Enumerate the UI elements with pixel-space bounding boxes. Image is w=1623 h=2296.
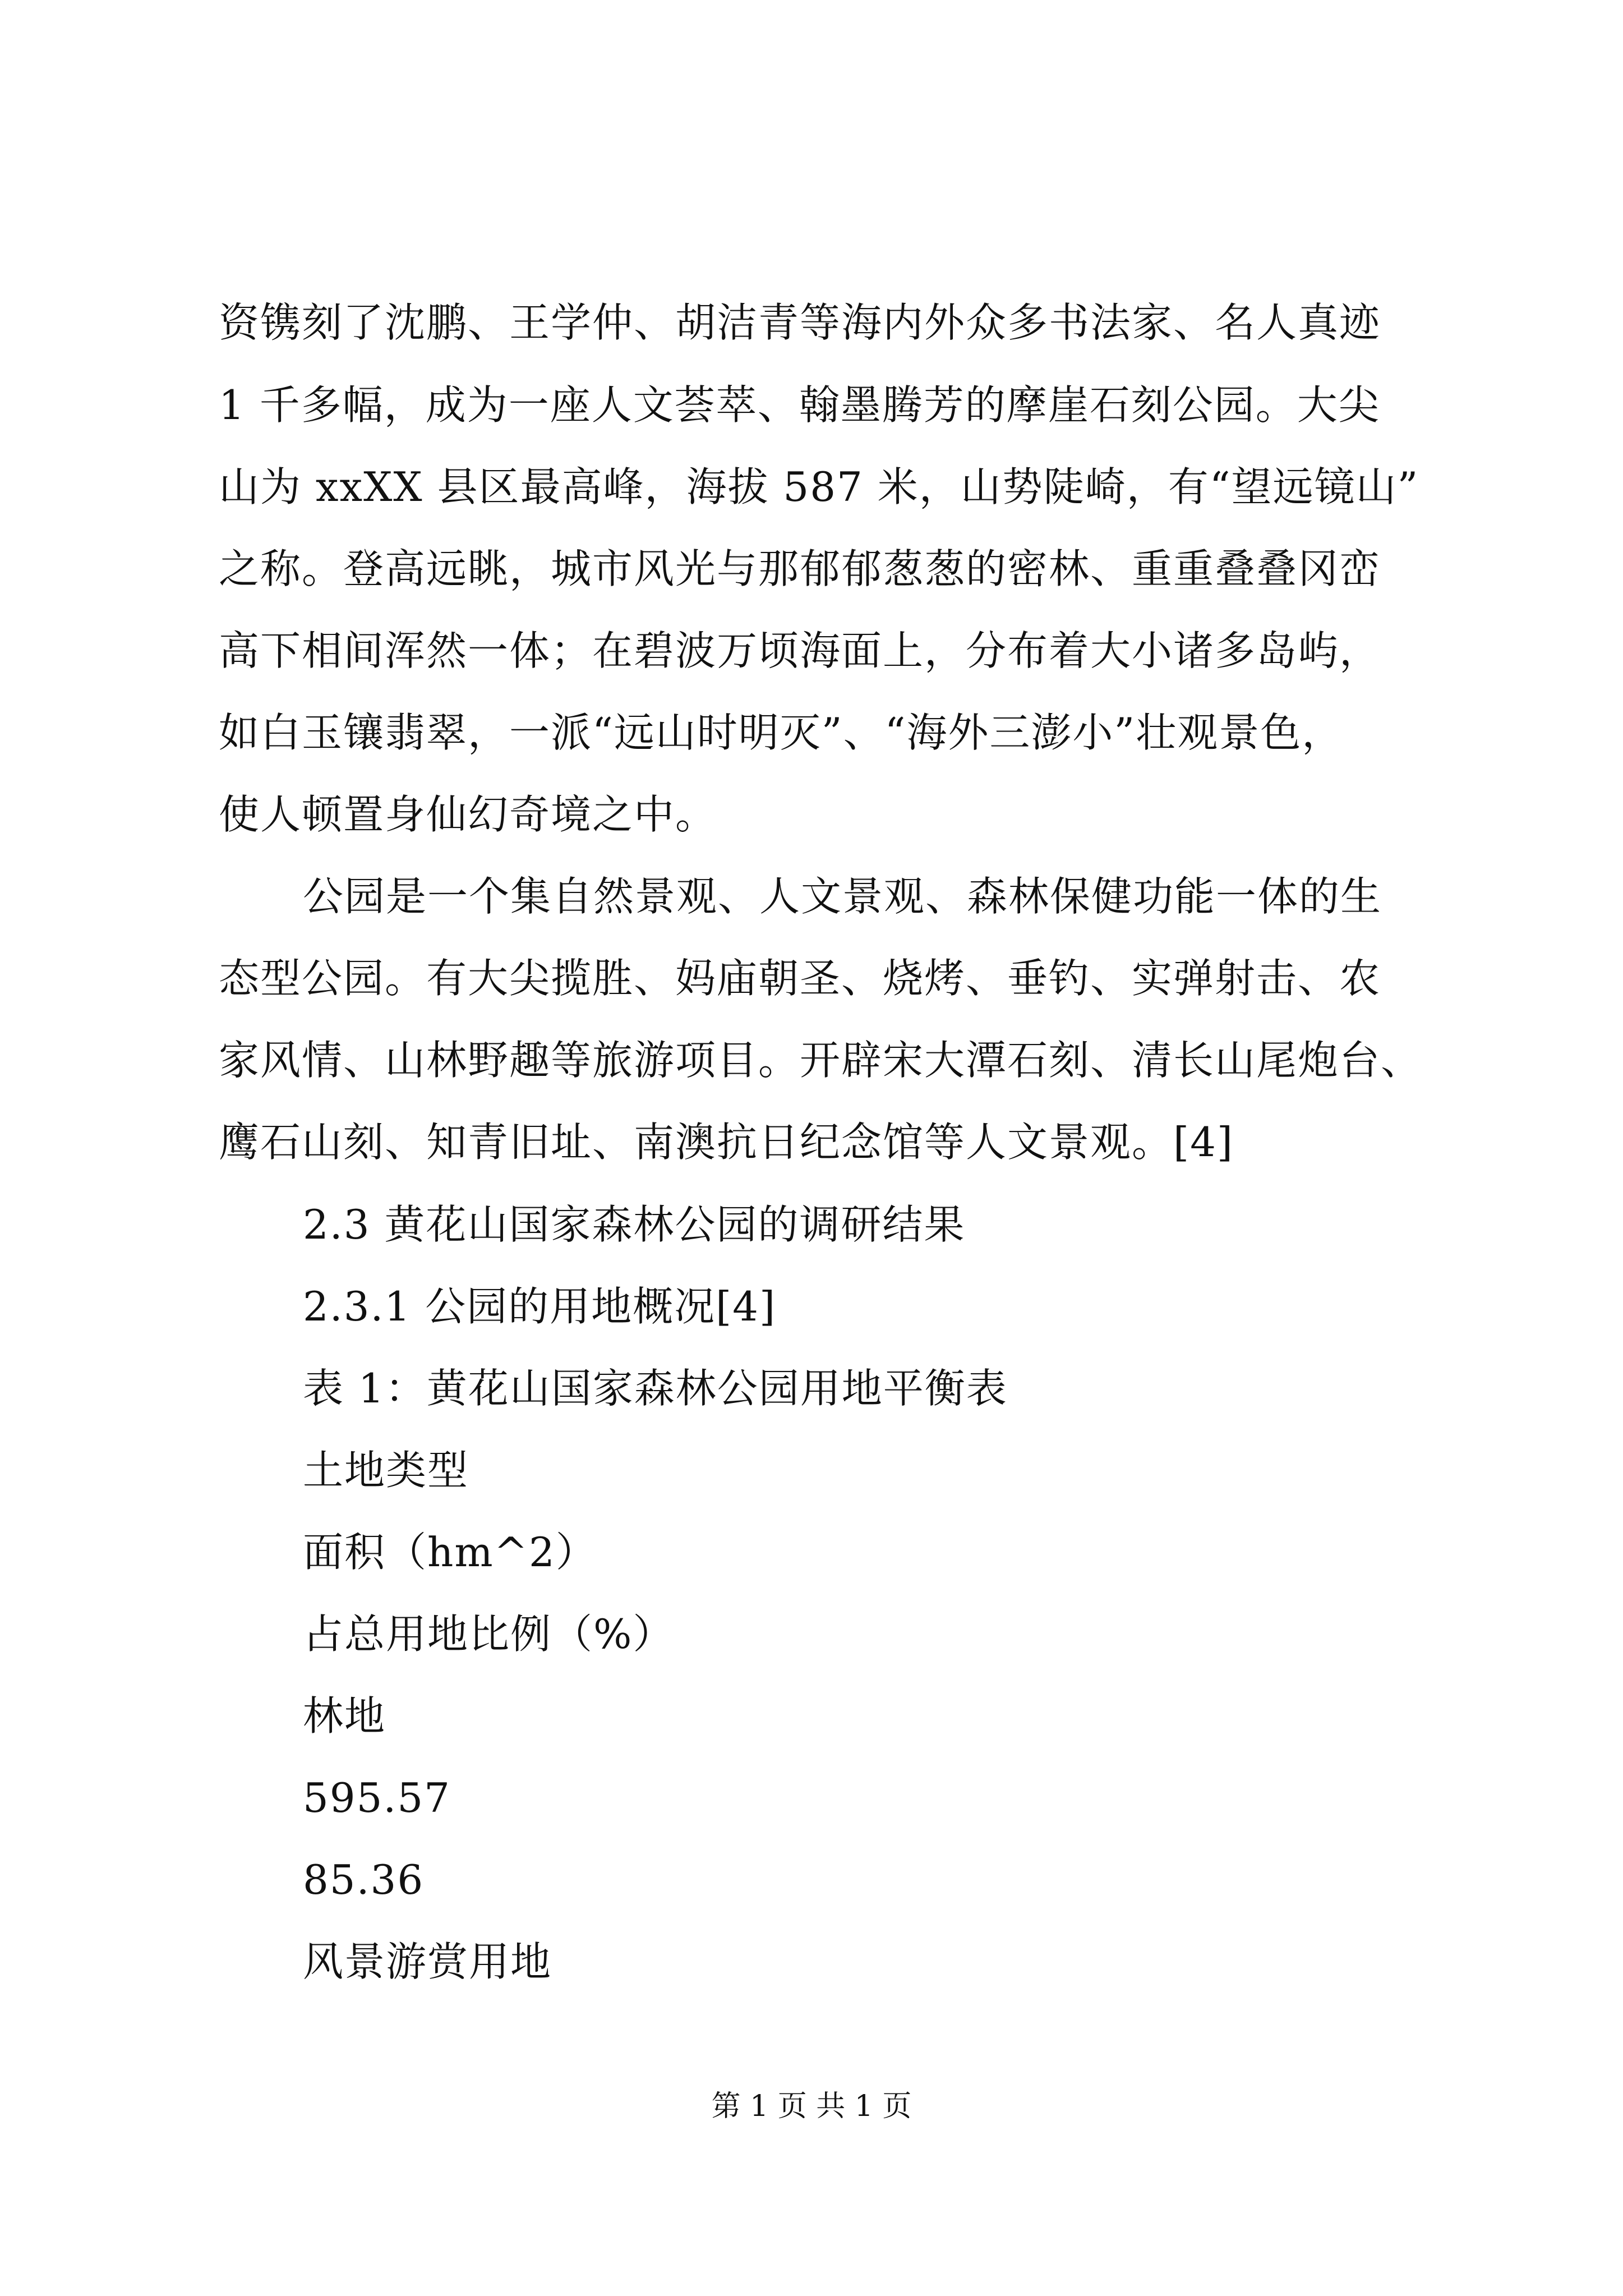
paragraph-1-line-3: 山为 xxXX 县区最高峰，海拔 587 米，山势陡崎，有“望远镜山” <box>219 463 1419 510</box>
table-item: 595.57 <box>303 1774 451 1821</box>
subsection-heading: 2.3.1 公园的用地概况[4] <box>303 1283 777 1330</box>
table-item: 土地类型 <box>303 1447 469 1494</box>
paragraph-1-line-1: 资镌刻了沈鹏、王学仲、胡洁青等海内外众多书法家、名人真迹 <box>219 299 1381 346</box>
page-footer: 第 1 页 共 1 页 <box>711 2090 912 2123</box>
paragraph-1-line-4: 之称。登高远眺，城市风光与那郁郁葱葱的密林、重重叠叠冈峦 <box>219 545 1381 592</box>
table-item: 85.36 <box>303 1856 425 1903</box>
table-item: 风景游赏用地 <box>303 1938 552 1985</box>
paragraph-1-line-7: 使人顿置身仙幻奇境之中。 <box>219 791 717 838</box>
section-heading: 2.3 黄花山国家森林公园的调研结果 <box>303 1201 966 1248</box>
paragraph-2-line-1: 公园是一个集自然景观、人文景观、森林保健功能一体的生 <box>303 873 1382 920</box>
paragraph-1-line-5: 高下相间浑然一体；在碧波万顷海面上，分布着大小诸多岛屿， <box>219 627 1381 674</box>
table-item: 林地 <box>303 1692 386 1740</box>
table-item: 占总用地比例（%） <box>303 1611 675 1658</box>
paragraph-2-line-2: 态型公园。有大尖揽胜、妈庙朝圣、烧烤、垂钓、实弹射击、农 <box>219 955 1381 1002</box>
table-caption: 表 1：黄花山国家森林公园用地平衡表 <box>303 1365 1008 1412</box>
table-item: 面积（hm^2） <box>303 1529 597 1576</box>
paragraph-1-line-2: 1 千多幅，成为一座人文荟萃、翰墨腾芳的摩崖石刻公园。大尖 <box>219 381 1380 429</box>
paragraph-2-line-3: 家风情、山林野趣等旅游项目。开辟宋大潭石刻、清长山尾炮台、 <box>219 1037 1423 1084</box>
paragraph-2-line-4: 鹰石山刻、知青旧址、南澳抗日纪念馆等人文景观。[4] <box>219 1119 1234 1166</box>
paragraph-1-line-6: 如白玉镶翡翠，一派“远山时明灭”、“海外三澎小”壮观景色， <box>219 709 1344 756</box>
